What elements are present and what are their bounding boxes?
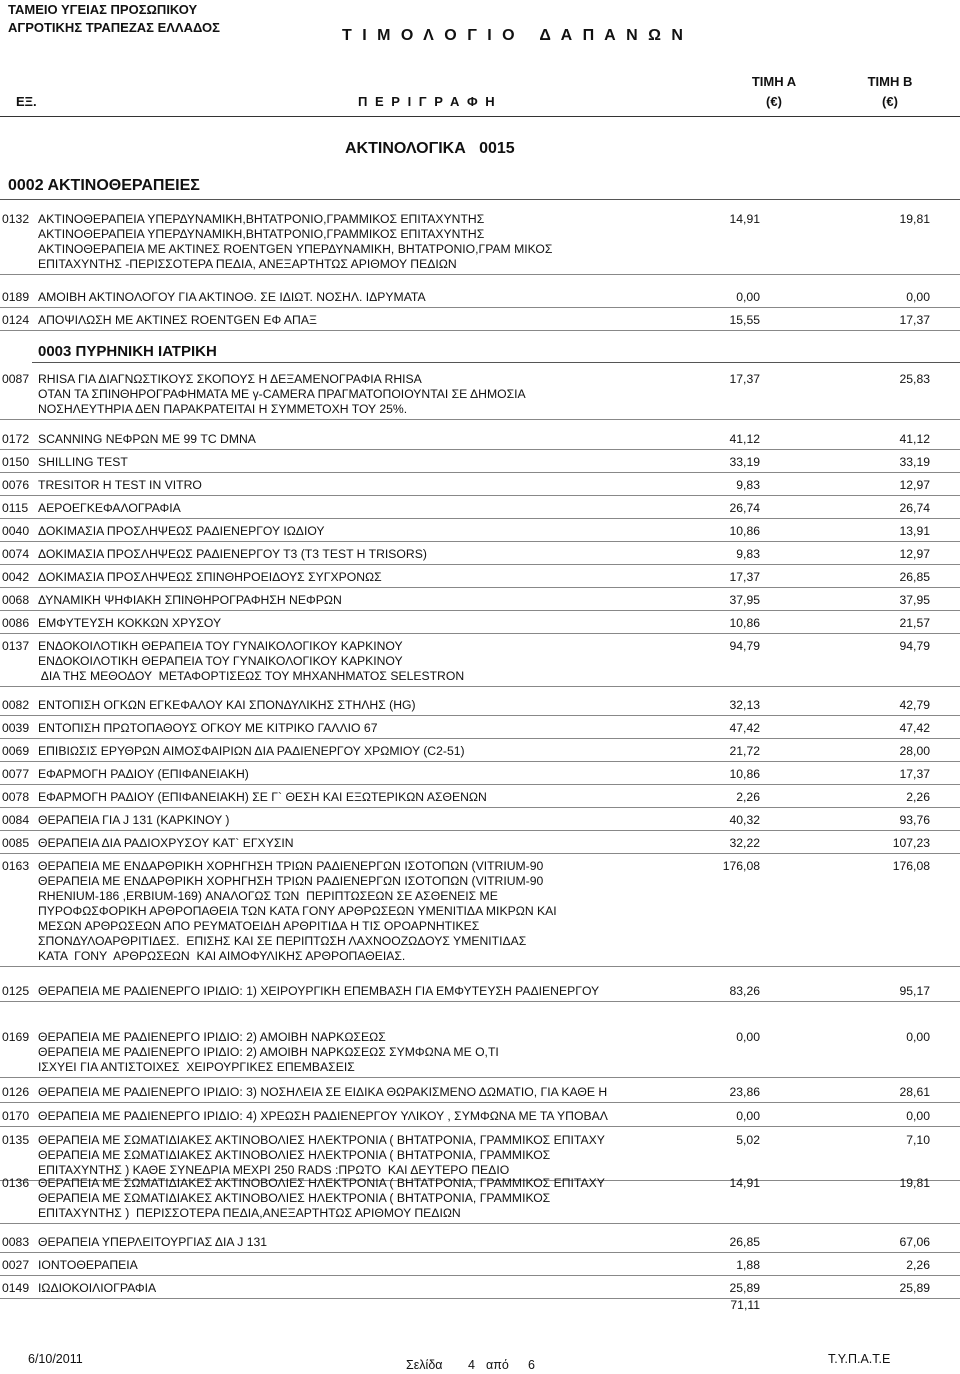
column-header-price-b: ΤΙΜΗ Β <box>867 74 913 89</box>
row-separator <box>0 1077 960 1078</box>
org-name-line1: ΤΑΜΕΙΟ ΥΓΕΙΑΣ ΠΡΟΣΩΠΙΚΟΥ <box>8 2 198 17</box>
row-price-b: 7,10 <box>906 1133 930 1147</box>
row-price-a: 26,74 <box>729 501 760 515</box>
row-code: 0078 <box>2 790 30 804</box>
row-price-a: 25,89 <box>729 1281 760 1295</box>
footer-page-number: 4 <box>468 1358 475 1372</box>
row-code: 0136 <box>2 1176 30 1190</box>
row-code: 0170 <box>2 1109 30 1123</box>
row-code: 0132 <box>2 212 30 226</box>
row-continuation-text: ΝΟΣΗΛΕΥΤΗΡΙΑ ΔΕΝ ΠΑΡΑΚΡΑΤΕΙΤΑΙ Η ΣΥΜΜΕΤΟΧΗ ΤΟΥ 25%. <box>38 402 408 416</box>
row-description: ΘΕΡΑΠΕΙΑ ΜΕ ΕΝΔΑΡΘΡΙΚΗ ΧΟΡΗΓΗΣΗ ΤΡΙΩΝ ΡΑΔΙΕΝΕΡΓΩΝ ΙΣΟΤΟΠΩΝ (VITRIUM-90 <box>38 859 544 873</box>
row-separator <box>0 966 960 967</box>
row-code: 0069 <box>2 744 30 758</box>
row-description: ΙΟΝΤΟΘΕΡΑΠΕΙΑ <box>38 1258 138 1272</box>
column-header-price-a-unit: (€) <box>766 94 782 109</box>
row-price-b: 17,37 <box>899 313 930 327</box>
row-description: ΘΕΡΑΠΕΙΑ ΜΕ ΡΑΔΙΕΝΕΡΓΟ ΙΡΙΔΙΟ: 4) ΧΡΕΩΣΗ ΡΑΔΙΕΝΕΡΓΟΥ ΥΛΙΚΟΥ , ΣΥΜΦΩΝΑ ΜΕ ΤΑ ΥΠΟΒΑΛ <box>38 1109 608 1123</box>
row-code: 0115 <box>2 501 29 515</box>
row-code: 0085 <box>2 836 30 850</box>
row-code: 0027 <box>2 1258 30 1272</box>
row-description: ΕΝΤΟΠΙΣΗ ΠΡΩΤΟΠΑΘΟΥΣ ΟΓΚΟΥ ΜΕ ΚΙΤΡΙΚΟ ΓΑΛΛΙΟ 67 <box>38 721 378 735</box>
row-price-a: 94,79 <box>729 639 760 653</box>
row-price-a: 37,95 <box>729 593 760 607</box>
row-price-b: 12,97 <box>899 547 930 561</box>
row-separator <box>0 274 960 275</box>
row-continuation-text: ΣΠΟΝΔΥΛΟΑΡΘΡΙΤΙΔΕΣ. ΕΠΙΣΗΣ ΚΑΙ ΣΕ ΠΕΡΙΠΤΩΣΗ ΛΑΧΝΟΟΖΩΔΟΥΣ ΥΜΕΝΙΤΙΔΑΣ <box>38 934 527 948</box>
row-description: SHILLING TEST <box>38 455 128 469</box>
footer-page-total: 6 <box>528 1358 535 1372</box>
row-price-a: 17,37 <box>729 570 760 584</box>
row-separator <box>0 1126 960 1127</box>
row-separator <box>0 715 960 716</box>
row-price-b: 26,74 <box>899 501 930 515</box>
row-continuation-text: ΠΥΡΟΦΩΣΦΟΡΙΚΗ ΑΡΘΡΟΠΑΘΕΙΑ ΤΩΝ ΚΑΤΑ ΓΟΝΥ ΑΡΘΡΩΣΕΩΝ ΥΜΕΝΙΤΙΔΑ ΜΙΚΡΩΝ ΚΑΙ <box>38 904 557 918</box>
row-code: 0126 <box>2 1085 30 1099</box>
row-price-a: 9,83 <box>736 478 760 492</box>
row-code: 0074 <box>2 547 30 561</box>
row-code: 0169 <box>2 1030 30 1044</box>
row-price-b: 41,12 <box>899 432 930 446</box>
row-code: 0087 <box>2 372 30 386</box>
group-title-nuclear-medicine: 0003 ΠΥΡΗΝΙΚΗ ΙΑΤΡΙΚΗ <box>38 343 217 360</box>
row-description: ΔΟΚΙΜΑΣΙΑ ΠΡΟΣΛΗΨΕΩΣ ΡΑΔΙΕΝΕΡΓΟΥ Τ3 (Τ3 TEST H TRISORS) <box>38 547 427 561</box>
row-separator <box>0 1001 960 1002</box>
footer-page-label: Σελίδα <box>406 1358 443 1372</box>
row-continuation-text: ΘΕΡΑΠΕΙΑ ΜΕ ΕΝΔΑΡΘΡΙΚΗ ΧΟΡΗΓΗΣΗ ΤΡΙΩΝ ΡΑΔΙΕΝΕΡΓΩΝ ΙΣΟΤΟΠΩΝ (VITRIUM-90 <box>38 874 544 888</box>
row-price-a: 9,83 <box>736 547 760 561</box>
total-price-a: 71,11 <box>730 1298 760 1312</box>
row-separator <box>0 449 960 450</box>
row-price-b: 47,42 <box>899 721 930 735</box>
row-continuation-text: ΟΤΑΝ ΤΑ ΣΠΙΝΘΗΡΟΓΡΑΦΗΜΑΤΑ ΜΕ γ-CAMERA ΠΡΑΓΜΑΤΟΠΟΙΟΥΝΤΑΙ ΣΕ ΔΗΜΟΣΙΑ <box>38 387 526 401</box>
row-price-b: 67,06 <box>899 1235 930 1249</box>
row-description: ΕΝΤΟΠΙΣΗ ΟΓΚΩΝ ΕΓΚΕΦΑΛΟΥ ΚΑΙ ΣΠΟΝΔΥΛΙΚΗΣ ΣΤΗΛΗΣ (HG) <box>38 698 416 712</box>
row-price-b: 0,00 <box>906 1109 930 1123</box>
row-description: SCANNING ΝΕΦΡΩΝ ΜΕ 99 TC DMNA <box>38 432 256 446</box>
header-divider <box>0 116 960 117</box>
row-price-b: 25,89 <box>899 1281 930 1295</box>
row-description: ΕΝΔΟΚΟΙΛΟΤΙΚΗ ΘΕΡΑΠΕΙΑ ΤΟΥ ΓΥΝΑΙΚΟΛΟΓΙΚΟΥ ΚΑΡΚΙΝΟΥ <box>38 639 403 653</box>
row-continuation-text: ΑΚΤΙΝΟΘΕΡΑΠΕΙΑ ΜΕ ΑΚΤΙΝΕΣ ROENTGEN ΥΠΕΡΔΥΝΑΜΙΚΗ, ΒΗΤΑΤΡΟΝΙΟ,ΓΡΑΜ ΜΙΚΟΣ <box>38 242 553 256</box>
row-description: ΘΕΡΑΠΕΙΑ ΔΙΑ ΡΑΔΙΟΧΡΥΣΟΥ ΚΑΤ` ΕΓΧΥΣΙΝ <box>38 836 294 850</box>
row-description: ΑΜΟΙΒΗ ΑΚΤΙΝΟΛΟΓΟΥ ΓΙΑ ΑΚΤΙΝΟΘ. ΣΕ ΙΔΙΩΤ. ΝΟΣΗΛ. ΙΔΡΥΜΑΤΑ <box>38 290 426 304</box>
row-separator <box>0 1298 960 1299</box>
row-code: 0086 <box>2 616 30 630</box>
row-price-b: 42,79 <box>899 698 930 712</box>
row-description: ΑΚΤΙΝΟΘΕΡΑΠΕΙΑ ΥΠΕΡΔΥΝΑΜΙΚΗ,ΒΗΤΑΤΡΟΝΙΟ,ΓΡΑΜΜΙΚΟΣ ΕΠΙΤΑΧΥΝΤΗΣ <box>38 212 485 226</box>
row-price-a: 23,86 <box>729 1085 760 1099</box>
column-header-price-a: ΤΙΜΗ Α <box>751 74 797 89</box>
row-price-a: 10,86 <box>729 767 760 781</box>
row-price-b: 37,95 <box>899 593 930 607</box>
row-separator <box>0 761 960 762</box>
row-continuation-text: ΔΙΑ ΤΗΣ ΜΕΘΟΔΟΥ ΜΕΤΑΦΟΡΤΙΣΕΩΣ ΤΟΥ ΜΗΧΑΝΗΜΑΤΟΣ SELESTRON <box>38 669 465 683</box>
row-code: 0042 <box>2 570 30 584</box>
group-title-radiotherapy: 0002 ΑΚΤΙΝΟΘΕΡΑΠΕΙΕΣ <box>8 177 200 194</box>
group-divider-2 <box>32 362 960 363</box>
row-description: ΔΥΝΑΜΙΚΗ ΨΗΦΙΑΚΗ ΣΠΙΝΘΗΡΟΓΡΑΦΗΣΗ ΝΕΦΡΩΝ <box>38 593 342 607</box>
row-continuation-text: ΑΚΤΙΝΟΘΕΡΑΠΕΙΑ ΥΠΕΡΔΥΝΑΜΙΚΗ,ΒΗΤΑΤΡΟΝΙΟ,ΓΡΑΜΜΙΚΟΣ ΕΠΙΤΑΧΥΝΤΗΣ <box>38 227 485 241</box>
row-separator <box>0 830 960 831</box>
row-code: 0039 <box>2 721 30 735</box>
row-continuation-text: ΜΕΣΩΝ ΑΡΘΡΩΣΕΩΝ ΑΠΟ ΡΕΥΜΑΤΟΕΙΔΗ ΑΡΘΡΙΤΙΔΑ Η ΤΙΣ ΟΡΟΑΡΝΗΤΙΚΕΣ <box>38 919 480 933</box>
footer-date: 6/10/2011 <box>28 1352 83 1366</box>
row-code: 0172 <box>2 432 30 446</box>
row-code: 0082 <box>2 698 30 712</box>
row-separator <box>0 1223 960 1224</box>
row-price-b: 13,91 <box>899 524 930 538</box>
row-continuation-text: ΙΣΧΥΕΙ ΓΙΑ ΑΝΤΙΣΤΟΙΧΕΣ ΧΕΙΡΟΥΡΓΙΚΕΣ ΕΠΕΜΒΑΣΕΙΣ <box>38 1060 355 1074</box>
row-description: TRESITOR H TEST IN VITRO <box>38 478 202 492</box>
footer-org-abbrev: Τ.Υ.Π.Α.Τ.Ε <box>828 1352 891 1366</box>
row-price-a: 10,86 <box>729 524 760 538</box>
row-description: ΙΩΔΙΟΚΟΙΛΙΟΓΡΑΦΙΑ <box>38 1281 157 1295</box>
row-separator <box>0 518 960 519</box>
row-code: 0124 <box>2 313 30 327</box>
row-code: 0076 <box>2 478 30 492</box>
row-price-a: 0,00 <box>736 290 760 304</box>
row-continuation-text: RHENIUM-186 ,ERBIUM-169) ΑΝΑΛΟΓΩΣ ΤΩΝ ΠΕΡΙΠΤΩΣΕΩΝ ΣΕ ΑΣΘΕΝΕΙΣ ΜΕ <box>38 889 498 903</box>
row-price-a: 10,86 <box>729 616 760 630</box>
row-price-a: 83,26 <box>729 984 760 998</box>
row-description: ΔΟΚΙΜΑΣΙΑ ΠΡΟΣΛΗΨΕΩΣ ΣΠΙΝΘΗΡΟΕΙΔΟΥΣ ΣΥΓΧΡΟΝΩΣ <box>38 570 382 584</box>
row-price-b: 21,57 <box>899 616 930 630</box>
row-description: ΘΕΡΑΠΕΙΑ ΜΕ ΣΩΜΑΤΙΔΙΑΚΕΣ ΑΚΤΙΝΟΒΟΛΙΕΣ ΗΛΕΚΤΡΟΝΙΑ ( ΒΗΤΑΤΡΟΝΙΑ, ΓΡΑΜΜΙΚΟΣ ΕΠΙΤΑΧΥ <box>38 1133 605 1147</box>
row-continuation-text: ΕΝΔΟΚΟΙΛΟΤΙΚΗ ΘΕΡΑΠΕΙΑ ΤΟΥ ΓΥΝΑΙΚΟΛΟΓΙΚΟΥ ΚΑΡΚΙΝΟΥ <box>38 654 403 668</box>
row-separator <box>0 1252 960 1253</box>
row-code: 0077 <box>2 767 30 781</box>
row-code: 0084 <box>2 813 30 827</box>
row-price-b: 93,76 <box>899 813 930 827</box>
row-code: 0163 <box>2 859 30 873</box>
row-code: 0083 <box>2 1235 30 1249</box>
row-price-a: 17,37 <box>729 372 760 386</box>
row-separator <box>0 1275 960 1276</box>
row-price-a: 14,91 <box>729 212 760 226</box>
column-header-price-b-unit: (€) <box>882 94 898 109</box>
row-continuation-text: ΕΠΙΤΑΧΥΝΤΗΣ ) ΚΑΘΕ ΣΥΝΕΔΡΙΑ ΜΕΧΡΙ 250 RADS :ΠΡΩΤΟ ΚΑΙ ΔΕΥΤΕΡΟ ΠΕΔΙΟ <box>38 1163 510 1177</box>
row-continuation-text: ΘΕΡΑΠΕΙΑ ΜΕ ΣΩΜΑΤΙΔΙΑΚΕΣ ΑΚΤΙΝΟΒΟΛΙΕΣ ΗΛΕΚΤΡΟΝΙΑ ( ΒΗΤΑΤΡΟΝΙΑ, ΓΡΑΜΜΙΚΟΣ <box>38 1148 551 1162</box>
row-separator <box>0 587 960 588</box>
row-price-a: 14,91 <box>729 1176 760 1190</box>
row-price-a: 26,85 <box>729 1235 760 1249</box>
row-price-b: 176,08 <box>892 859 930 873</box>
row-price-a: 1,88 <box>736 1258 760 1272</box>
row-separator <box>0 330 960 331</box>
row-description: ΘΕΡΑΠΕΙΑ ΜΕ ΣΩΜΑΤΙΔΙΑΚΕΣ ΑΚΤΙΝΟΒΟΛΙΕΣ ΗΛΕΚΤΡΟΝΙΑ ( ΒΗΤΑΤΡΟΝΙΑ, ΓΡΑΜΜΙΚΟΣ ΕΠΙΤΑΧΥ <box>38 1176 605 1190</box>
column-header-description: Π Ε Ρ Ι Γ Ρ Α Φ Η <box>358 94 497 109</box>
row-price-b: 19,81 <box>899 1176 930 1190</box>
row-separator <box>0 307 960 308</box>
row-separator <box>0 541 960 542</box>
row-continuation-text: ΕΠΙΤΑΧΥΝΤΗΣ -ΠΕΡΙΣΣΟΤΕΡΑ ΠΕΔΙΑ, ΑΝΕΞΑΡΤΗΤΩΣ ΑΡΙΘΜΟΥ ΠΕΔΙΩΝ <box>38 257 457 271</box>
row-description: ΕΦΑΡΜΟΓΗ ΡΑΔΙΟΥ (ΕΠΙΦΑΝΕΙΑΚΗ) ΣΕ Γ` ΘΕΣΗ ΚΑΙ ΕΞΩΤΕΡΙΚΩΝ ΑΣΘΕΝΩΝ <box>38 790 487 804</box>
row-price-b: 2,26 <box>906 1258 930 1272</box>
row-description: ΕΠΙΒΙΩΣΙΣ ΕΡΥΘΡΩΝ ΑΙΜΟΣΦΑΙΡΙΩΝ ΔΙΑ ΡΑΔΙΕΝΕΡΓΟΥ ΧΡΩΜΙΟΥ (C2-51) <box>38 744 465 758</box>
row-price-b: 0,00 <box>906 1030 930 1044</box>
row-description: ΕΜΦΥΤΕΥΣΗ ΚΟΚΚΩΝ ΧΡΥΣΟΥ <box>38 616 222 630</box>
row-continuation-text: ΘΕΡΑΠΕΙΑ ΜΕ ΣΩΜΑΤΙΔΙΑΚΕΣ ΑΚΤΙΝΟΒΟΛΙΕΣ ΗΛΕΚΤΡΟΝΙΑ ( ΒΗΤΑΤΡΟΝΙΑ, ΓΡΑΜΜΙΚΟΣ <box>38 1191 551 1205</box>
row-code: 0137 <box>2 639 30 653</box>
row-price-a: 47,42 <box>729 721 760 735</box>
row-separator <box>0 633 960 634</box>
document-title: Τ Ι Μ Ο Λ Ο Γ Ι Ο Δ Α Π Α Ν Ω Ν <box>342 27 686 44</box>
row-description: ΘΕΡΑΠΕΙΑ ΜΕ ΡΑΔΙΕΝΕΡΓΟ ΙΡΙΔΙΟ: 1) ΧΕΙΡΟΥΡΓΙΚΗ ΕΠΕΜΒΑΣΗ ΓΙΑ ΕΜΦΥΤΕΥΣΗ ΡΑΔΙΕΝΕΡΓΟΥ <box>38 984 600 998</box>
row-description: RHISA ΓΙΑ ΔΙΑΓΝΩΣΤΙΚΟΥΣ ΣΚΟΠΟΥΣ Η ΔΕΞΑΜΕΝΟΓΡΑΦΙΑ RHISA <box>38 372 422 386</box>
org-name-line2: ΑΓΡΟΤΙΚΗΣ ΤΡΑΠΕΖΑΣ ΕΛΛΑΔΟΣ <box>8 20 220 35</box>
row-price-b: 25,83 <box>899 372 930 386</box>
row-separator <box>0 610 960 611</box>
row-price-b: 26,85 <box>899 570 930 584</box>
row-description: ΘΕΡΑΠΕΙΑ ΓΙΑ J 131 (ΚΑΡΚΙΝΟΥ ) <box>38 813 230 827</box>
row-price-a: 33,19 <box>729 455 760 469</box>
row-description: ΘΕΡΑΠΕΙΑ ΥΠΕΡΛΕΙΤΟΥΡΓΙΑΣ ΔΙΑ J 131 <box>38 1235 268 1249</box>
row-code: 0149 <box>2 1281 30 1295</box>
row-description: ΔΟΚΙΜΑΣΙΑ ΠΡΟΣΛΗΨΕΩΣ ΡΑΔΙΕΝΕΡΓΟΥ ΙΩΔΙΟΥ <box>38 524 325 538</box>
row-separator <box>0 495 960 496</box>
row-price-a: 0,00 <box>736 1109 760 1123</box>
row-separator <box>0 738 960 739</box>
row-code: 0125 <box>2 984 30 998</box>
row-code: 0135 <box>2 1133 30 1147</box>
group-divider <box>0 199 960 200</box>
row-price-b: 0,00 <box>906 290 930 304</box>
row-price-b: 28,00 <box>899 744 930 758</box>
category-title: ΑΚΤΙΝΟΛΟΓΙΚΑ 0015 <box>345 140 515 157</box>
row-price-a: 32,22 <box>729 836 760 850</box>
row-price-b: 19,81 <box>899 212 930 226</box>
row-price-a: 176,08 <box>722 859 760 873</box>
row-price-a: 2,26 <box>736 790 760 804</box>
row-continuation-text: ΕΠΙΤΑΧΥΝΤΗΣ ) ΠΕΡΙΣΣΟΤΕΡΑ ΠΕΔΙΑ,ΑΝΕΞΑΡΤΗΤΩΣ ΑΡΙΘΜΟΥ ΠΕΔΙΩΝ <box>38 1206 461 1220</box>
row-description: ΕΦΑΡΜΟΓΗ ΡΑΔΙΟΥ (ΕΠΙΦΑΝΕΙΑΚΗ) <box>38 767 249 781</box>
row-code: 0189 <box>2 290 30 304</box>
row-separator <box>0 472 960 473</box>
row-price-a: 21,72 <box>729 744 760 758</box>
column-header-code: ΕΞ. <box>16 94 37 109</box>
row-price-b: 12,97 <box>899 478 930 492</box>
row-separator <box>0 807 960 808</box>
row-price-a: 15,55 <box>729 313 760 327</box>
row-price-a: 40,32 <box>729 813 760 827</box>
row-description: ΑΕΡΟΕΓΚΕΦΑΛΟΓΡΑΦΙΑ <box>38 501 181 515</box>
row-price-b: 28,61 <box>899 1085 930 1099</box>
row-price-b: 2,26 <box>906 790 930 804</box>
row-continuation-text: ΘΕΡΑΠΕΙΑ ΜΕ ΡΑΔΙΕΝΕΡΓΟ ΙΡΙΔΙΟ: 2) ΑΜΟΙΒΗ ΝΑΡΚΩΣΕΩΣ ΣΥΜΦΩΝΑ ΜΕ Ο,ΤΙ <box>38 1045 499 1059</box>
row-price-a: 32,13 <box>729 698 760 712</box>
row-separator <box>0 564 960 565</box>
row-price-b: 94,79 <box>899 639 930 653</box>
footer-of-label: από <box>486 1358 509 1372</box>
row-price-b: 107,23 <box>892 836 930 850</box>
row-separator <box>0 1102 960 1103</box>
row-price-b: 95,17 <box>899 984 930 998</box>
row-description: ΘΕΡΑΠΕΙΑ ΜΕ ΡΑΔΙΕΝΕΡΓΟ ΙΡΙΔΙΟ: 3) ΝΟΣΗΛΕΙΑ ΣΕ ΕΙΔΙΚΑ ΘΩΡΑΚΙΣΜΕΝΟ ΔΩΜΑΤΙΟ, ΓΙΑ ΚΑΘΕ Η <box>38 1085 608 1099</box>
row-price-a: 0,00 <box>736 1030 760 1044</box>
row-separator <box>0 686 960 687</box>
row-code: 0068 <box>2 593 30 607</box>
row-continuation-text: ΚΑΤΑ ΓΟΝΥ ΑΡΘΡΩΣΕΩΝ ΚΑΙ ΑΙΜΟΦΥΛΙΚΗΣ ΑΡΘΡΟΠΑΘΕΙΑΣ. <box>38 949 406 963</box>
row-price-a: 5,02 <box>736 1133 760 1147</box>
row-price-a: 41,12 <box>729 432 760 446</box>
row-separator <box>0 853 960 854</box>
row-price-b: 33,19 <box>899 455 930 469</box>
row-separator <box>0 784 960 785</box>
row-price-b: 17,37 <box>899 767 930 781</box>
row-code: 0040 <box>2 524 30 538</box>
row-description: ΑΠΟΨΙΛΩΣΗ ΜΕ ΑΚΤΙΝΕΣ ROENTGEN ΕΦ ΑΠΑΞ <box>38 313 317 327</box>
row-description: ΘΕΡΑΠΕΙΑ ΜΕ ΡΑΔΙΕΝΕΡΓΟ ΙΡΙΔΙΟ: 2) ΑΜΟΙΒΗ ΝΑΡΚΩΣΕΩΣ <box>38 1030 386 1044</box>
row-separator <box>0 419 960 420</box>
row-code: 0150 <box>2 455 30 469</box>
